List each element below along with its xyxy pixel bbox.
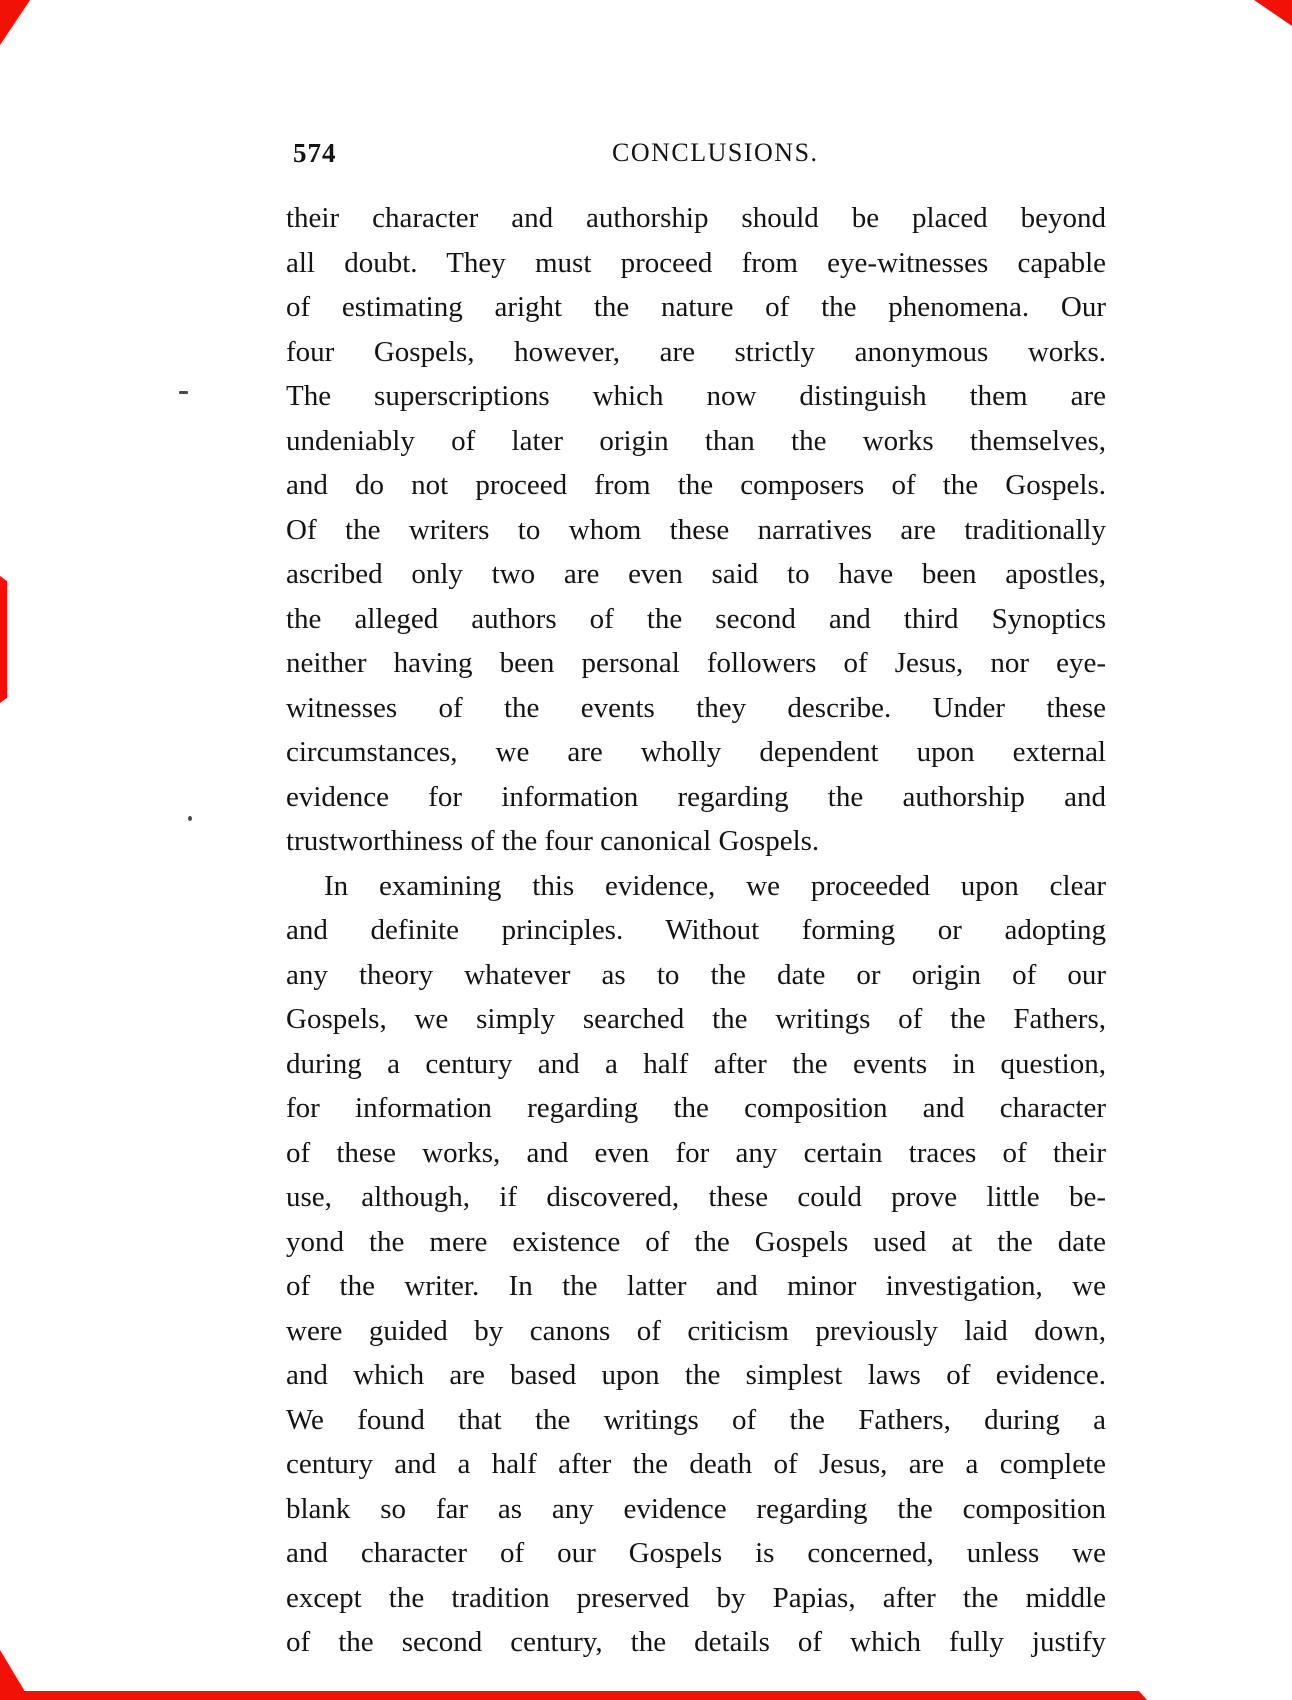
text-line: their character and authorship should be placed beyond — [286, 202, 1106, 234]
text-line: of the writer. In the latter and minor investigation, we — [286, 1270, 1106, 1302]
text-line: The superscriptions which now distinguish them are — [286, 380, 1106, 412]
scan-artifact-bottom-edge — [0, 1691, 1147, 1700]
text-line: and character of our Gospels is concerned, unless we — [286, 1537, 1106, 1569]
text-line: of estimating aright the nature of the phenomena. Our — [286, 291, 1106, 323]
running-header: CONCLUSIONS. — [612, 138, 819, 167]
text-line: Gospels, we simply searched the writings of the Fathers, — [286, 1003, 1106, 1035]
text-line: Of the writers to whom these narratives are traditionally — [286, 513, 1106, 546]
text-line: any theory whatever as to the date or origin of our — [286, 958, 1106, 991]
margin-speck-dot — [188, 816, 192, 821]
text-line: all doubt. They must proceed from eye-witnesses capable — [286, 246, 1106, 279]
text-line: evidence for information regarding the authorship and — [286, 780, 1106, 813]
text-line: of the second century, the details of which fully justify — [286, 1626, 1106, 1658]
text-line: the alleged authors of the second and third Synoptics — [286, 602, 1106, 635]
text-line: century and a half after the death of Jesus, are a complete — [286, 1448, 1106, 1480]
text-line: ascribed only two are even said to have been apostles, — [286, 558, 1106, 590]
paragraph — [286, 864, 1106, 1665]
text-line: neither having been personal followers of Jesus, nor eye- — [286, 647, 1106, 679]
text-line: yond the mere existence of the Gospels used at the date — [286, 1225, 1106, 1258]
page-text — [286, 196, 1106, 1665]
text-line: of these works, and even for any certain traces of their — [286, 1136, 1106, 1169]
text-line: undeniably of later origin than the works themselves, — [286, 424, 1106, 457]
text-line: four Gospels, however, are strictly anonymous works. — [286, 335, 1106, 368]
scan-artifact-top-left — [0, 0, 30, 45]
page-number: 574 — [293, 138, 337, 168]
text-line: and definite principles. Without forming or adopting — [286, 914, 1106, 946]
margin-speck-dash — [179, 391, 188, 394]
text-line: In examining this evidence, we proceeded upon clear — [324, 869, 1106, 902]
text-line: for information regarding the composition and character — [286, 1092, 1106, 1124]
text-line: use, although, if discovered, these could prove little be- — [286, 1181, 1106, 1213]
text-line: and which are based upon the simplest laws of evidence. — [286, 1359, 1106, 1391]
text-line: We found that the writings of the Fathers, during a — [286, 1403, 1106, 1436]
text-line: and do not proceed from the composers of the Gospels. — [286, 469, 1106, 501]
scan-artifact-top-right — [1254, 0, 1292, 26]
text-line: circumstances, we are wholly dependent upon external — [286, 736, 1106, 768]
text-line: witnesses of the events they describe. Under these — [286, 691, 1106, 724]
scan-artifact-left-edge — [0, 576, 7, 703]
paragraph — [286, 196, 1106, 864]
text-line: trustworthiness of the four canonical Gospels. — [286, 825, 820, 857]
text-line: during a century and a half after the events in question, — [286, 1047, 1106, 1080]
text-line: except the tradition preserved by Papias, after the middle — [286, 1581, 1106, 1614]
text-line: were guided by canons of criticism previously laid down, — [286, 1314, 1106, 1347]
text-line: blank so far as any evidence regarding the composition — [286, 1492, 1106, 1525]
